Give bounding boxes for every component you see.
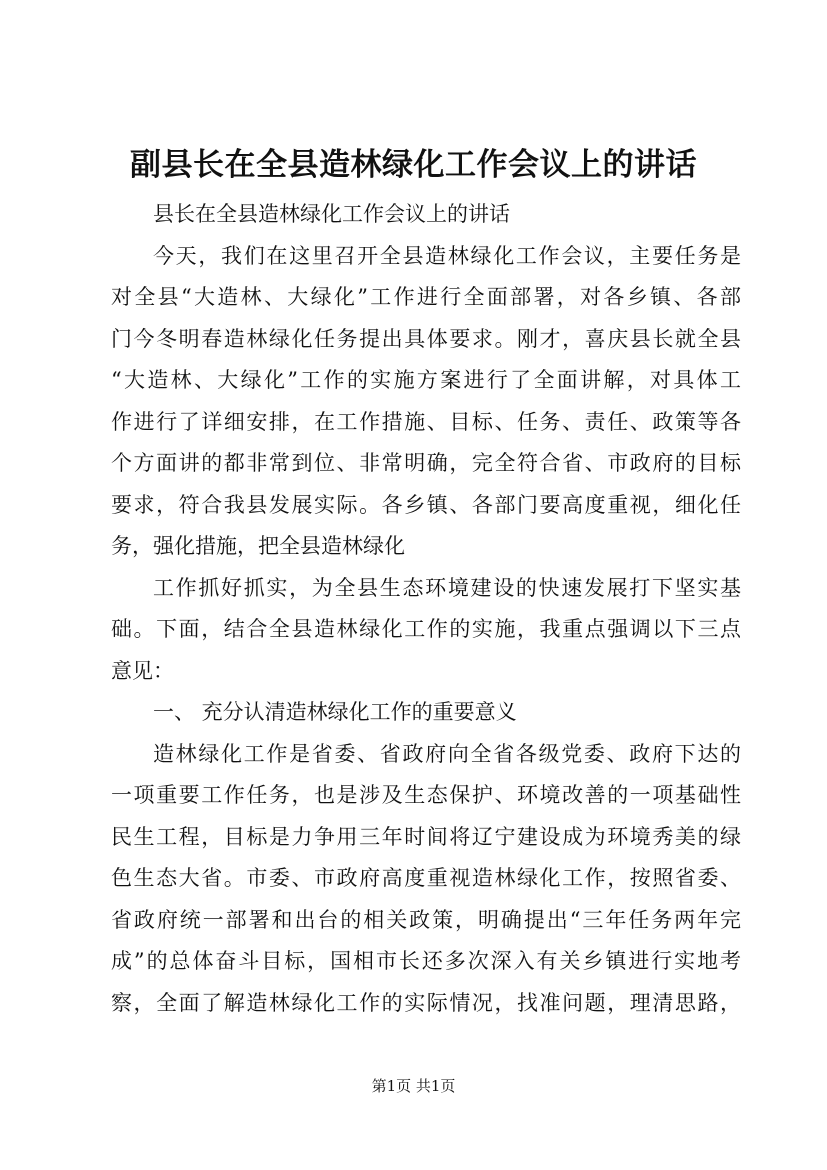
paragraph-line: 省政府统一部署和出台的相关政策，明确提出“三年任务两年完 bbox=[111, 907, 741, 932]
paragraph-line: 个方面讲的都非常到位、非常明确，完全符合省、市政府的目标 bbox=[111, 451, 741, 475]
paragraph-line: 务，强化措施，把全县造林绿化 bbox=[111, 534, 405, 558]
paragraph-line: 今天，我们在这里召开全县造林绿化工作会议，主要任务是 bbox=[153, 243, 741, 268]
paragraph-line: 工作抓好抓实，为全县生态环境建设的快速发展打下坚实基 bbox=[153, 575, 741, 600]
paragraph-line: 意见： bbox=[111, 658, 174, 683]
paragraph-line: 作进行了详细安排，在工作措施、目标、任务、责任、政策等各 bbox=[111, 409, 741, 434]
page-number: 第1页 共1页 bbox=[371, 1077, 456, 1095]
paragraph-line: 门今冬明春造林绿化任务提出具体要求。刚才，喜庆县长就全县 bbox=[111, 326, 741, 351]
paragraph-line: 成”的总体奋斗目标，国相市长还多次深入有关乡镇进行实地考 bbox=[111, 949, 741, 973]
paragraph-line: 察，全面了解造林绿化工作的实际情况，找准问题，理清思路， bbox=[111, 990, 741, 1015]
paragraph-line: 一项重要工作任务，也是涉及生态保护、环境改善的一项基础性 bbox=[111, 783, 741, 807]
document-body bbox=[111, 194, 741, 1024]
paragraph-line: 要求，符合我县发展实际。各乡镇、各部门要高度重视，细化任 bbox=[111, 492, 741, 517]
paragraph-line: 础。下面，结合全县造林绿化工作的实施，我重点强调以下三点 bbox=[111, 617, 741, 641]
paragraph-line: 对全县“大造林、大绿化”工作进行全面部署，对各乡镇、各部 bbox=[111, 285, 741, 309]
paragraph-line: 民生工程，目标是力争用三年时间将辽宁建设成为环境秀美的绿 bbox=[111, 824, 741, 849]
document-title: 副县长在全县造林绿化工作会议上的讲话 bbox=[130, 147, 697, 183]
paragraph-line: “大造林、大绿化”工作的实施方案进行了全面讲解，对具体工 bbox=[111, 368, 741, 392]
section-heading: 一、 充分认清造林绿化工作的重要意义 bbox=[153, 700, 517, 724]
paragraph-line: 色生态大省。市委、市政府高度重视造林绿化工作，按照省委、 bbox=[111, 866, 741, 890]
subtitle-line: 县长在全县造林绿化工作会议上的讲话 bbox=[153, 202, 510, 226]
paragraph-line: 造林绿化工作是省委、省政府向全省各级党委、政府下达的 bbox=[153, 741, 741, 766]
